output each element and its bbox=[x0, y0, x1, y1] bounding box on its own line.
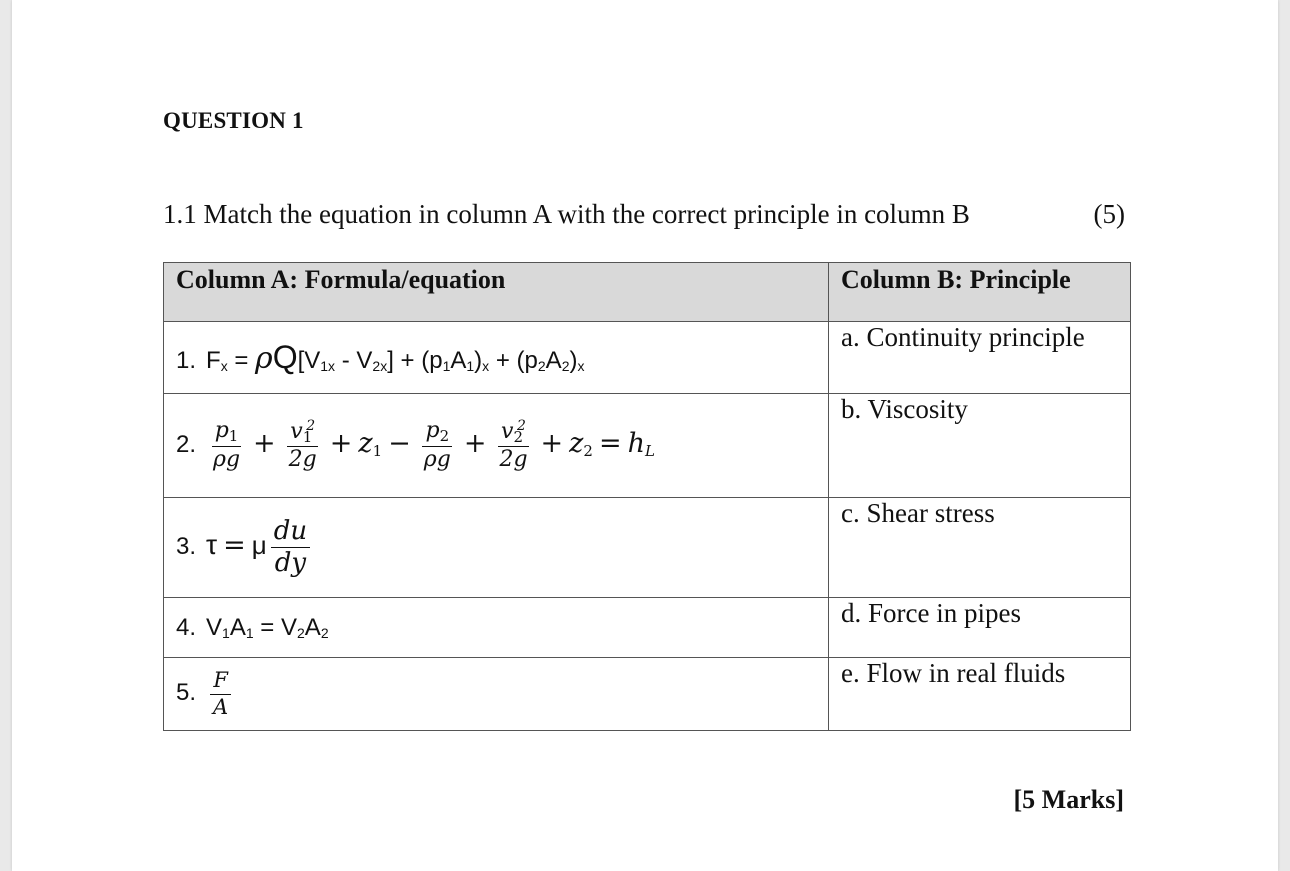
equation-number: 1. bbox=[176, 347, 197, 374]
table-row bbox=[164, 598, 1131, 658]
equation-number: 2. bbox=[176, 430, 197, 458]
equation-number: 5. bbox=[176, 679, 197, 707]
table-row bbox=[164, 658, 1131, 731]
table-row bbox=[164, 394, 1131, 498]
equation-cell-2 bbox=[164, 394, 829, 498]
matching-table bbox=[163, 262, 1131, 731]
equation-stress-ratio: $\frac{F}{A}$ bbox=[206, 679, 235, 706]
equation-number: 4. bbox=[176, 613, 197, 641]
column-b-header: Column B: Principle bbox=[829, 263, 1131, 322]
instruction-text: 1.1 Match the equation in column A with the correct principle in column B bbox=[163, 199, 970, 229]
equation-energy-loss: $\frac{p1}{\rho g}$ + $\frac{v1^2}{2g}$ + z1 − $\frac{p2}{\rho g}$ + $\frac{v2^2}{2g}$ + z2 = hL bbox=[213, 417, 655, 473]
equation-cell-3 bbox=[164, 498, 829, 598]
question-heading: QUESTION 1 bbox=[163, 108, 304, 133]
equation-shear-stress: τ = μ $\frac{du}{dy}$ bbox=[206, 533, 314, 560]
equation-continuity: $V_1A_1 = V_2A_2$ bbox=[206, 613, 329, 641]
equation-cell-4 bbox=[164, 598, 829, 658]
principle-cell-a: a. Continuity principle bbox=[829, 322, 1131, 394]
table-header-row bbox=[164, 263, 1131, 322]
equation-force-in-pipes: $F_x = \rho Q[V_{1x} - V_{2x}] + (p_1A_1)_x + (p_2A_2)_x$ bbox=[206, 339, 585, 376]
principle-cell-c: c. Shear stress bbox=[829, 498, 1131, 598]
table-row bbox=[164, 498, 1131, 598]
question-instruction-line bbox=[163, 199, 1125, 230]
principle-cell-d: d. Force in pipes bbox=[829, 598, 1131, 658]
total-marks: [5 Marks] bbox=[1013, 785, 1124, 814]
question-marks: (5) bbox=[1093, 199, 1125, 229]
table-row bbox=[164, 322, 1131, 394]
document-page bbox=[12, 0, 1278, 871]
equation-cell-1 bbox=[164, 322, 829, 394]
principle-cell-b: b. Viscosity bbox=[829, 394, 1131, 498]
equation-cell-5 bbox=[164, 658, 829, 731]
principle-cell-e: e. Flow in real fluids bbox=[829, 658, 1131, 731]
equation-number: 3. bbox=[176, 532, 197, 560]
column-a-header: Column A: Formula/equation bbox=[164, 263, 829, 322]
